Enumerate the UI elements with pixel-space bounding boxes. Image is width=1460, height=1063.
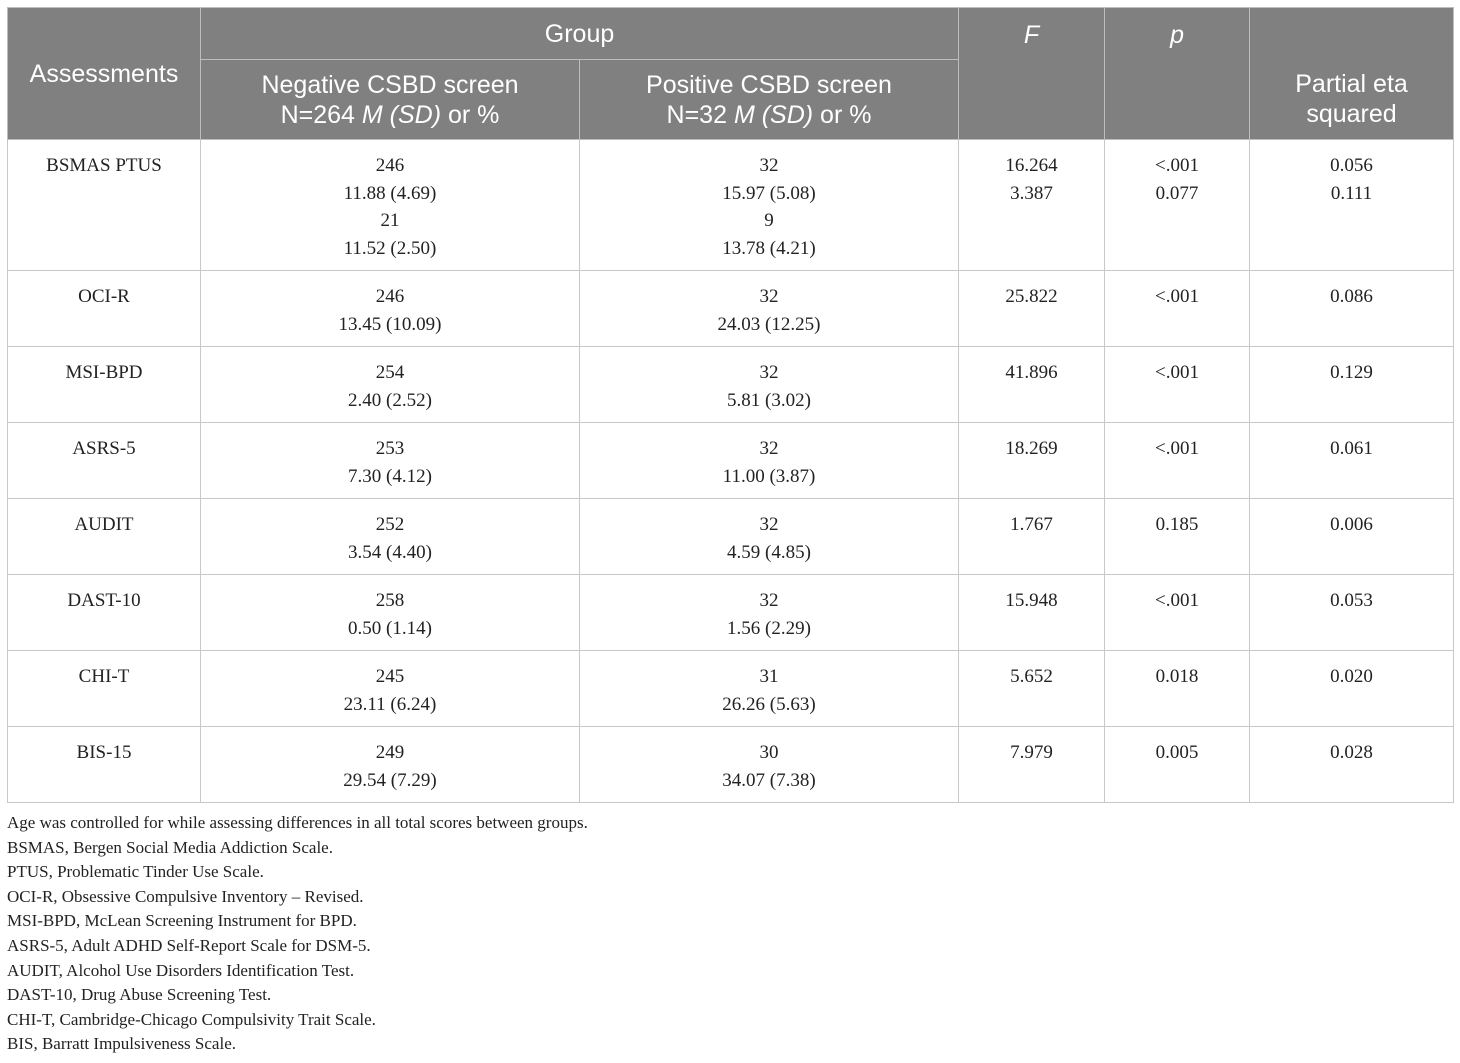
cell-eta: 0.006: [1250, 499, 1454, 575]
header-positive-n: N=32: [666, 100, 734, 129]
header-positive-msd: M (SD): [733, 100, 814, 129]
footnote: DAST-10, Drug Abuse Screening Test.: [7, 985, 272, 1005]
header-negative-or: or %: [441, 100, 500, 129]
header-negative-line2: [207, 100, 573, 130]
header-positive: [580, 60, 959, 140]
cell-p: 0.185: [1105, 499, 1250, 575]
header-positive-or: or %: [813, 100, 872, 129]
cell-positive: 32 5.81 (3.02): [580, 347, 959, 423]
footnote: OCI-R, Obsessive Compulsive Inventory – Revised.: [7, 886, 364, 906]
header-group: Group: [201, 8, 959, 60]
cell-eta: 0.086: [1250, 271, 1454, 347]
footnote: MSI-BPD, McLean Screening Instrument for BPD.: [7, 911, 357, 931]
footnote: PTUS, Problematic Tinder Use Scale.: [7, 862, 264, 882]
cell-negative: 249 29.54 (7.29): [201, 727, 580, 803]
cell-positive: 32 24.03 (12.25): [580, 271, 959, 347]
header-p-label: p: [1170, 21, 1184, 49]
header-eta: [1250, 60, 1454, 140]
cell-f: 5.652: [959, 651, 1105, 727]
cell-assessment: BIS-15: [8, 727, 201, 803]
header-eta-top: [1250, 8, 1454, 60]
table-body: [8, 140, 1454, 803]
cell-assessment: BSMAS PTUS: [8, 140, 201, 271]
header-positive-line1: Positive CSBD screen: [646, 70, 892, 99]
cell-assessment: CHI-T: [8, 651, 201, 727]
cell-assessment: AUDIT: [8, 499, 201, 575]
cell-negative: 245 23.11 (6.24): [201, 651, 580, 727]
header-f: [959, 8, 1105, 140]
cell-f: 7.979: [959, 727, 1105, 803]
cell-p: 0.005: [1105, 727, 1250, 803]
header-eta-line2: squared: [1306, 100, 1397, 129]
cell-p: <.001: [1105, 271, 1250, 347]
table-row: [8, 423, 1454, 499]
table-footnotes: [7, 811, 1453, 1057]
cell-eta: 0.061: [1250, 423, 1454, 499]
cell-assessment: MSI-BPD: [8, 347, 201, 423]
table-row: [8, 575, 1454, 651]
cell-f: 15.948: [959, 575, 1105, 651]
cell-positive: 32 11.00 (3.87): [580, 423, 959, 499]
cell-negative: 258 0.50 (1.14): [201, 575, 580, 651]
table-row: [8, 651, 1454, 727]
table-row: [8, 499, 1454, 575]
table-row: [8, 347, 1454, 423]
header-eta-line1: Partial eta: [1295, 70, 1408, 99]
cell-f: 1.767: [959, 499, 1105, 575]
cell-eta: 0.056 0.111: [1250, 140, 1454, 271]
cell-f: 41.896: [959, 347, 1105, 423]
table-container: [7, 7, 1453, 1057]
cell-eta: 0.020: [1250, 651, 1454, 727]
footnote: Age was controlled for while assessing differences in all total scores between groups.: [7, 813, 588, 832]
cell-p: <.001 0.077: [1105, 140, 1250, 271]
cell-f: 25.822: [959, 271, 1105, 347]
table-row: [8, 140, 1454, 271]
table-row: [8, 727, 1454, 803]
footnote: BSMAS, Bergen Social Media Addiction Scale.: [7, 837, 333, 857]
cell-p: <.001: [1105, 575, 1250, 651]
cell-assessment: DAST-10: [8, 575, 201, 651]
cell-eta: 0.129: [1250, 347, 1454, 423]
cell-negative: 246 11.88 (4.69) 21 11.52 (2.50): [201, 140, 580, 271]
cell-f: 18.269: [959, 423, 1105, 499]
header-f-label: F: [1023, 21, 1040, 49]
table-header: [8, 8, 1454, 140]
footnote: AUDIT, Alcohol Use Disorders Identification Test.: [7, 960, 355, 980]
cell-positive: 32 1.56 (2.29): [580, 575, 959, 651]
header-negative-msd: M (SD): [361, 100, 442, 129]
cell-negative: 254 2.40 (2.52): [201, 347, 580, 423]
results-table: [7, 7, 1454, 803]
cell-eta: 0.028: [1250, 727, 1454, 803]
cell-p: <.001: [1105, 347, 1250, 423]
cell-positive: 31 26.26 (5.63): [580, 651, 959, 727]
cell-p: 0.018: [1105, 651, 1250, 727]
footnote: ASRS-5, Adult ADHD Self-Report Scale for DSM-5.: [7, 935, 371, 955]
cell-assessment: ASRS-5: [8, 423, 201, 499]
cell-f: 16.264 3.387: [959, 140, 1105, 271]
cell-positive: 32 4.59 (4.85): [580, 499, 959, 575]
header-negative: [201, 60, 580, 140]
table-row: [8, 271, 1454, 347]
cell-positive: 30 34.07 (7.38): [580, 727, 959, 803]
cell-negative: 252 3.54 (4.40): [201, 499, 580, 575]
cell-assessment: OCI-R: [8, 271, 201, 347]
header-p: [1105, 8, 1250, 140]
header-negative-line1: Negative CSBD screen: [261, 70, 519, 99]
cell-negative: 253 7.30 (4.12): [201, 423, 580, 499]
header-assessments: Assessments: [8, 8, 201, 140]
footnote: CHI-T, Cambridge-Chicago Compulsivity Trait Scale.: [7, 1009, 376, 1029]
cell-p: <.001: [1105, 423, 1250, 499]
cell-positive: 32 15.97 (5.08) 9 13.78 (4.21): [580, 140, 959, 271]
header-negative-n: N=264: [280, 100, 362, 129]
header-positive-line2: [586, 100, 952, 130]
footnote: BIS, Barratt Impulsiveness Scale.: [7, 1034, 236, 1054]
cell-negative: 246 13.45 (10.09): [201, 271, 580, 347]
cell-eta: 0.053: [1250, 575, 1454, 651]
